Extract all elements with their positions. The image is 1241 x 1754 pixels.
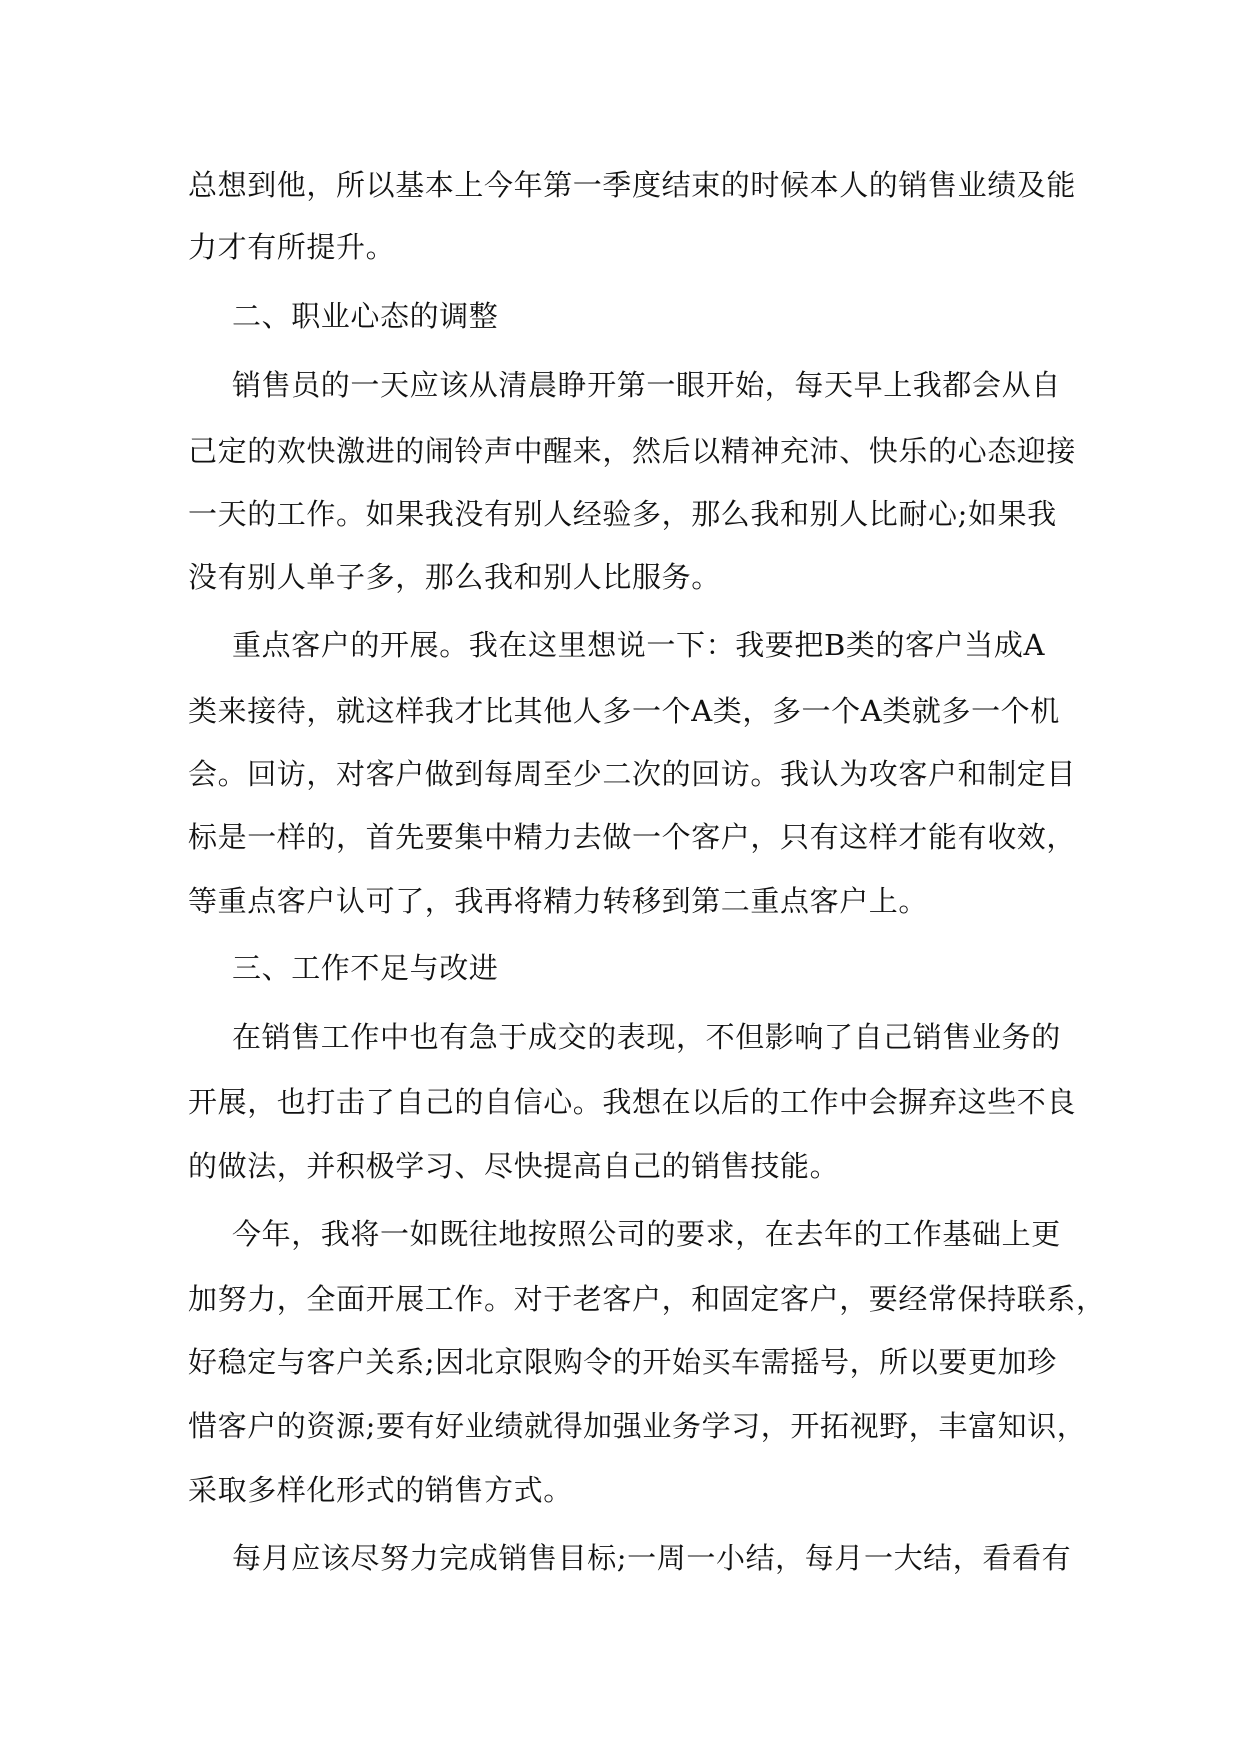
text-line: 等重点客户认可了，我再将精力转移到第二重点客户上。 <box>188 884 929 918</box>
text-line: 惜客户的资源;要有好业绩就得加强业务学习，开拓视野，丰富知识， <box>188 1409 1087 1443</box>
text-line: 开展，也打击了自己的自信心。我想在以后的工作中会摒弃这些不良 <box>188 1085 1077 1119</box>
text-line: 好稳定与客户关系;因北京限购令的开始买车需摇号，所以要更加珍 <box>188 1345 1057 1379</box>
section-heading: 三、工作不足与改进 <box>232 951 499 985</box>
text-line: 的做法，并积极学习、尽快提高自己的销售技能。 <box>188 1149 840 1183</box>
text-line: 在销售工作中也有急于成交的表现，不但影响了自己销售业务的 <box>232 1020 1061 1054</box>
text-line: 一天的工作。如果我没有别人经验多，那么我和别人比耐心;如果我 <box>188 497 1057 531</box>
text-line: 力才有所提升。 <box>188 230 396 264</box>
text-line: 标是一样的，首先要集中精力去做一个客户，只有这样才能有收效， <box>188 820 1077 854</box>
text-line: 没有别人单子多，那么我和别人比服务。 <box>188 560 721 594</box>
text-line: 采取多样化形式的销售方式。 <box>188 1473 573 1507</box>
text-line: 类来接待，就这样我才比其他人多一个A类，多一个A类就多一个机 <box>188 694 1060 728</box>
text-line: 加努力，全面开展工作。对于老客户，和固定客户，要经常保持联系， <box>188 1282 1106 1316</box>
text-line: 重点客户的开展。我在这里想说一下：我要把B类的客户当成A <box>232 628 1046 662</box>
text-line: 己定的欢快激进的闹铃声中醒来，然后以精神充沛、快乐的心态迎接 <box>188 434 1077 468</box>
text-line: 销售员的一天应该从清晨睁开第一眼开始，每天早上我都会从自 <box>232 368 1061 402</box>
text-line: 会。回访，对客户做到每周至少二次的回访。我认为攻客户和制定目 <box>188 757 1077 791</box>
text-line: 总想到他，所以基本上今年第一季度结束的时候本人的销售业绩及能 <box>188 168 1077 202</box>
section-heading: 二、职业心态的调整 <box>232 299 499 333</box>
text-line: 每月应该尽努力完成销售目标;一周一小结，每月一大结，看看有 <box>232 1541 1072 1575</box>
text-line: 今年，我将一如既往地按照公司的要求，在去年的工作基础上更 <box>232 1217 1061 1251</box>
